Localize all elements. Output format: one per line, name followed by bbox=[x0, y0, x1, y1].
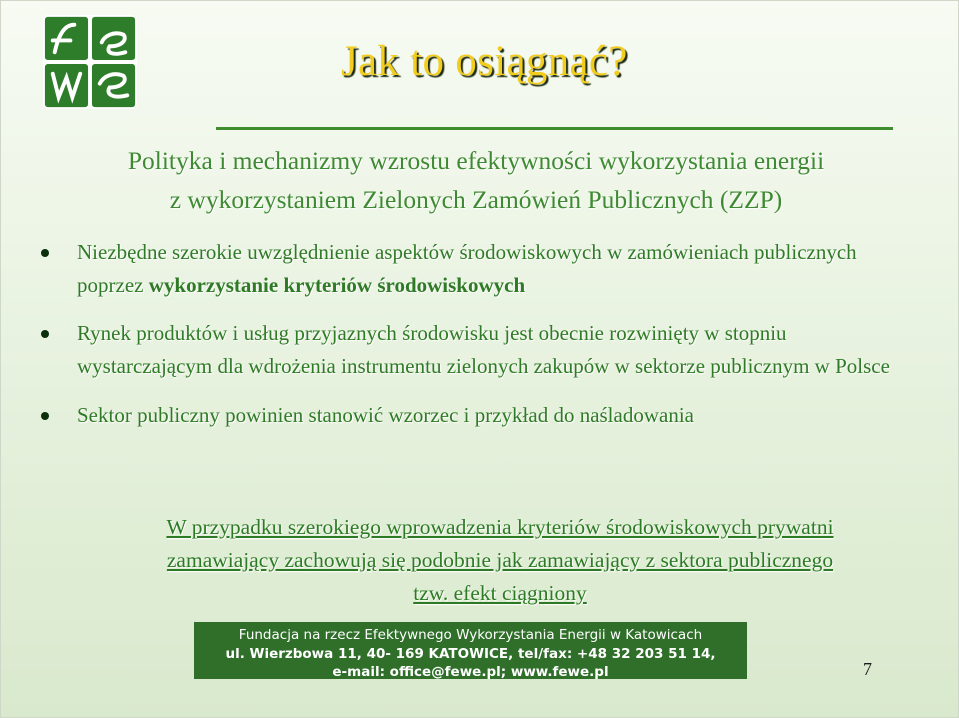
subtitle bbox=[21, 141, 931, 219]
note-line-2: zamawiający zachowują się podobnie jak zamawiający z sektora publicznego bbox=[166, 548, 834, 572]
bullet-item bbox=[41, 399, 901, 432]
subtitle-line-2: z wykorzystaniem Zielonych Zamówień Publicznych (ZZP) bbox=[169, 185, 783, 214]
bullet-dot-icon bbox=[41, 412, 49, 420]
bullet-dot-icon bbox=[41, 249, 49, 257]
bullet-item bbox=[41, 236, 901, 302]
page-number: 7 bbox=[863, 659, 872, 679]
bullet-list bbox=[41, 236, 901, 432]
underlined-note bbox=[56, 511, 944, 610]
bullet-text: Sektor publiczny powinien stanowić wzorzec i przykład do naśladowania bbox=[77, 403, 694, 427]
subtitle-line-1: Polityka i mechanizmy wzrostu efektywności wykorzystania energii bbox=[127, 146, 825, 175]
bullet-text: Niezbędne szerokie uwzględnienie aspektów środowiskowych w zamówieniach publicznych poprzez bbox=[77, 240, 857, 297]
note-line-1: W przypadku szerokiego wprowadzenia kryteriów środowiskowych prywatni bbox=[166, 515, 834, 539]
footer-contact: e-mail: office@fewe.pl; www.fewe.pl bbox=[332, 664, 609, 680]
slide-title: Jak to osiągnąć? bbox=[341, 38, 628, 85]
note-line-3: tzw. efekt ciągniony bbox=[413, 581, 587, 605]
footer-address: ul. Wierzbowa 11, 40- 169 KATOWICE, tel/fax: +48 32 203 51 14, bbox=[225, 645, 716, 662]
fewe-logo bbox=[41, 13, 139, 111]
bullet-dot-icon bbox=[41, 330, 49, 338]
footer-org: Fundacja na rzecz Efektywnego Wykorzystania Energii w Katowicach bbox=[238, 627, 703, 643]
title-divider bbox=[216, 127, 893, 130]
bullet-text: Rynek produktów i usług przyjaznych środowisku jest obecnie rozwinięty w stopniu wystarczającym dla wdrożenia instrumentu zielonych zakupów w sektorze publicznym w Polsce bbox=[77, 321, 890, 378]
footer-box bbox=[194, 622, 747, 679]
bullet-bold-text: wykorzystanie kryteriów środowiskowych bbox=[148, 273, 526, 297]
bullet-item bbox=[41, 317, 901, 383]
